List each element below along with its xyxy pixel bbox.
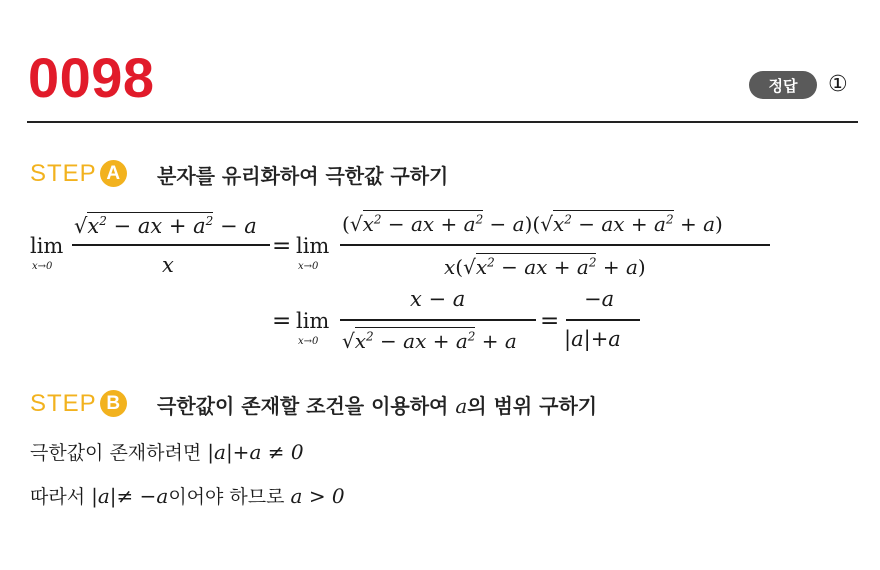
step-b-title [157,390,597,419]
lim-3: lim [296,309,330,333]
lim-2: lim [296,234,330,258]
conclusion-line-2-mid: 이어야 하므로 [168,486,285,508]
step-b-badge: B [100,390,127,417]
fraction-2-bar [340,244,770,246]
step-a-text: STEP [30,159,97,187]
equals-1: = [272,233,292,259]
fraction-1-bar [72,244,270,246]
conclusion-line-2 [30,486,345,507]
lim-1-sub: x→0 [32,261,53,272]
conclusion-line-1-text: 극한값이 존재하려면 [30,442,202,464]
step-b-label [30,390,127,417]
step-b-text: STEP [30,389,97,417]
lim-3-sub: x→0 [298,336,319,347]
problem-number: 0098 [28,46,155,109]
equals-2: = [272,308,292,334]
step-a-label [30,160,127,187]
step-a-badge: A [100,160,127,187]
fraction-2-numerator: ($√x^2$ − ax + $a^2 - a)(√x^2$ − ax + $a^2 + a$) [342,212,723,236]
fraction-4-numerator: −a [584,287,615,311]
step-b-title-pre: 극한값이 존재할 조건을 이용하여 [157,394,456,418]
conclusion-line-2-end: a > 0 [290,484,345,508]
fraction-2-denominator: $x(√x^2$ − ax + $a^2 + a$) [444,255,646,279]
fraction-3-bar [340,319,536,321]
equals-3: = [540,308,560,334]
header-divider [27,121,858,123]
conclusion-line-1-math: |a|+a ≠ 0 [207,440,304,464]
step-b-title-post: 의 범위 구하기 [467,394,598,418]
lim-2-sub: x→0 [298,261,319,272]
step-a-title: 분자를 유리화하여 극한값 구하기 [157,164,449,188]
lim-1: lim [30,234,64,258]
step-b-title-var: a [455,394,468,418]
fraction-3-denominator: $√x^2$ − ax + $a^2 + a$ [342,329,517,353]
conclusion-line-2-math: |a|≠ −a [91,484,169,508]
answer-value: ① [828,72,848,97]
conclusion-line-2-pre: 따라서 [30,486,86,508]
conclusion-line-1 [30,442,304,463]
fraction-1-denominator: x [162,253,174,277]
fraction-3-numerator: x − a [410,287,466,311]
fraction-4-denominator: |a|+a [564,327,621,351]
fraction-4-bar [566,319,640,321]
answer-badge: 정답 [749,71,817,99]
fraction-1-numerator: $√x^2$ − ax + $a^2 - a$ [74,214,257,238]
